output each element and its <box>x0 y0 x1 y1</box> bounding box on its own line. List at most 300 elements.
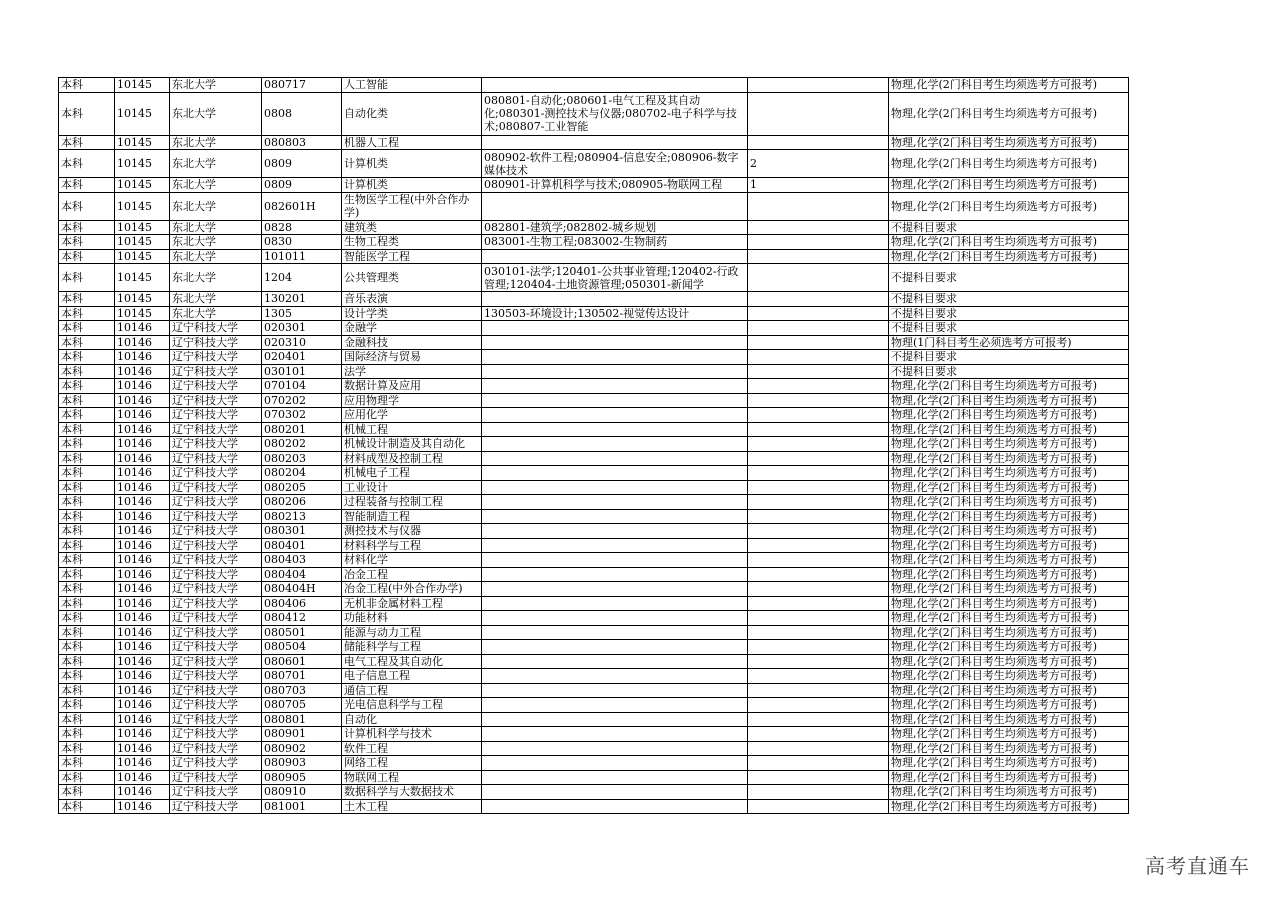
school-code-cell: 10146 <box>115 422 170 437</box>
school-name-cell: 东北大学 <box>170 150 262 178</box>
major-name-cell: 数据科学与大数据技术 <box>342 785 482 800</box>
note-cell <box>748 582 889 597</box>
school-code-cell: 10146 <box>115 524 170 539</box>
note-cell <box>748 567 889 582</box>
admission-requirements-table <box>58 77 1129 814</box>
included-majors-cell <box>482 379 748 394</box>
school-name-cell: 辽宁科技大学 <box>170 495 262 510</box>
table-row <box>59 192 1129 220</box>
included-majors-cell <box>482 466 748 481</box>
level-cell: 本科 <box>59 480 115 495</box>
table-row <box>59 596 1129 611</box>
major-name-cell: 计算机类 <box>342 178 482 193</box>
note-cell <box>748 553 889 568</box>
included-majors-cell <box>482 582 748 597</box>
included-majors-cell <box>482 480 748 495</box>
table-row <box>59 306 1129 321</box>
note-cell <box>748 264 889 292</box>
major-name-cell: 法学 <box>342 364 482 379</box>
major-code-cell: 080205 <box>262 480 342 495</box>
table-row <box>59 451 1129 466</box>
subject-requirement-cell: 物理,化学(2门科目考生均须选考方可报考) <box>889 756 1129 771</box>
included-majors-cell: 082801-建筑学;082802-城乡规划 <box>482 220 748 235</box>
included-majors-cell <box>482 335 748 350</box>
table-row <box>59 466 1129 481</box>
table-row <box>59 249 1129 264</box>
school-name-cell: 辽宁科技大学 <box>170 582 262 597</box>
school-name-cell: 辽宁科技大学 <box>170 538 262 553</box>
major-code-cell: 080701 <box>262 669 342 684</box>
major-name-cell: 能源与动力工程 <box>342 625 482 640</box>
major-name-cell: 机械电子工程 <box>342 466 482 481</box>
included-majors-cell: 080801-自动化;080601-电气工程及其自动化;080301-测控技术与仪器;080702-电子科学与技术;080807-工业智能 <box>482 92 748 135</box>
major-name-cell: 材料科学与工程 <box>342 538 482 553</box>
school-code-cell: 10146 <box>115 350 170 365</box>
subject-requirement-cell: 物理,化学(2门科目考生均须选考方可报考) <box>889 135 1129 150</box>
major-name-cell: 建筑类 <box>342 220 482 235</box>
subject-requirement-cell: 物理,化学(2门科目考生均须选考方可报考) <box>889 596 1129 611</box>
level-cell: 本科 <box>59 567 115 582</box>
major-name-cell: 音乐表演 <box>342 292 482 307</box>
major-name-cell: 自动化类 <box>342 92 482 135</box>
major-code-cell: 080401 <box>262 538 342 553</box>
major-name-cell: 应用物理学 <box>342 393 482 408</box>
included-majors-cell <box>482 437 748 452</box>
major-name-cell: 过程装备与控制工程 <box>342 495 482 510</box>
major-code-cell: 080902 <box>262 741 342 756</box>
subject-requirement-cell: 物理,化学(2门科目考生均须选考方可报考) <box>889 495 1129 510</box>
note-cell <box>748 698 889 713</box>
school-name-cell: 辽宁科技大学 <box>170 553 262 568</box>
level-cell: 本科 <box>59 235 115 250</box>
school-name-cell: 东北大学 <box>170 92 262 135</box>
major-code-cell: 080301 <box>262 524 342 539</box>
table-row <box>59 799 1129 814</box>
note-cell <box>748 379 889 394</box>
major-code-cell: 080404H <box>262 582 342 597</box>
school-name-cell: 东北大学 <box>170 264 262 292</box>
school-name-cell: 辽宁科技大学 <box>170 567 262 582</box>
school-name-cell: 辽宁科技大学 <box>170 712 262 727</box>
subject-requirement-cell: 物理,化学(2门科目考生均须选考方可报考) <box>889 249 1129 264</box>
note-cell <box>748 509 889 524</box>
school-code-cell: 10146 <box>115 770 170 785</box>
major-name-cell: 金融科技 <box>342 335 482 350</box>
included-majors-cell <box>482 654 748 669</box>
included-majors-cell <box>482 770 748 785</box>
school-code-cell: 10146 <box>115 611 170 626</box>
subject-requirement-cell: 物理,化学(2门科目考生均须选考方可报考) <box>889 78 1129 93</box>
school-code-cell: 10145 <box>115 235 170 250</box>
level-cell: 本科 <box>59 756 115 771</box>
included-majors-cell <box>482 799 748 814</box>
included-majors-cell <box>482 756 748 771</box>
level-cell: 本科 <box>59 785 115 800</box>
subject-requirement-cell: 物理,化学(2门科目考生均须选考方可报考) <box>889 509 1129 524</box>
level-cell: 本科 <box>59 393 115 408</box>
school-name-cell: 东北大学 <box>170 220 262 235</box>
table-body <box>59 78 1129 814</box>
major-code-cell: 0808 <box>262 92 342 135</box>
note-cell <box>748 393 889 408</box>
school-name-cell: 辽宁科技大学 <box>170 756 262 771</box>
major-name-cell: 自动化 <box>342 712 482 727</box>
subject-requirement-cell: 物理,化学(2门科目考生均须选考方可报考) <box>889 393 1129 408</box>
table-row <box>59 553 1129 568</box>
subject-requirement-cell: 物理,化学(2门科目考生均须选考方可报考) <box>889 567 1129 582</box>
subject-requirement-cell: 物理,化学(2门科目考生均须选考方可报考) <box>889 235 1129 250</box>
school-name-cell: 辽宁科技大学 <box>170 770 262 785</box>
included-majors-cell: 030101-法学;120401-公共事业管理;120402-行政管理;120404-土地资源管理;050301-新闻学 <box>482 264 748 292</box>
level-cell: 本科 <box>59 524 115 539</box>
table-row <box>59 364 1129 379</box>
school-name-cell: 东北大学 <box>170 178 262 193</box>
note-cell <box>748 741 889 756</box>
level-cell: 本科 <box>59 364 115 379</box>
major-name-cell: 冶金工程(中外合作办学) <box>342 582 482 597</box>
major-name-cell: 设计学类 <box>342 306 482 321</box>
subject-requirement-cell: 物理,化学(2门科目考生均须选考方可报考) <box>889 437 1129 452</box>
major-name-cell: 土木工程 <box>342 799 482 814</box>
major-code-cell: 0828 <box>262 220 342 235</box>
major-name-cell: 计算机类 <box>342 150 482 178</box>
note-cell <box>748 235 889 250</box>
table-row <box>59 582 1129 597</box>
subject-requirement-cell: 物理,化学(2门科目考生均须选考方可报考) <box>889 582 1129 597</box>
included-majors-cell <box>482 364 748 379</box>
note-cell <box>748 135 889 150</box>
included-majors-cell <box>482 393 748 408</box>
school-code-cell: 10146 <box>115 654 170 669</box>
major-code-cell: 080703 <box>262 683 342 698</box>
subject-requirement-cell: 不提科目要求 <box>889 364 1129 379</box>
major-name-cell: 光电信息科学与工程 <box>342 698 482 713</box>
included-majors-cell <box>482 785 748 800</box>
school-code-cell: 10146 <box>115 393 170 408</box>
level-cell: 本科 <box>59 249 115 264</box>
note-cell <box>748 770 889 785</box>
major-code-cell: 080903 <box>262 756 342 771</box>
table-row <box>59 524 1129 539</box>
school-code-cell: 10146 <box>115 408 170 423</box>
subject-requirement-cell: 物理,化学(2门科目考生均须选考方可报考) <box>889 698 1129 713</box>
level-cell: 本科 <box>59 264 115 292</box>
major-name-cell: 金融学 <box>342 321 482 336</box>
school-name-cell: 辽宁科技大学 <box>170 422 262 437</box>
table-row <box>59 495 1129 510</box>
note-cell <box>748 306 889 321</box>
school-name-cell: 辽宁科技大学 <box>170 785 262 800</box>
school-code-cell: 10146 <box>115 683 170 698</box>
major-code-cell: 080901 <box>262 727 342 742</box>
school-code-cell: 10145 <box>115 135 170 150</box>
major-code-cell: 020310 <box>262 335 342 350</box>
included-majors-cell: 080902-软件工程;080904-信息安全;080906-数字媒体技术 <box>482 150 748 178</box>
note-cell <box>748 727 889 742</box>
school-name-cell: 辽宁科技大学 <box>170 741 262 756</box>
note-cell <box>748 495 889 510</box>
note-cell <box>748 611 889 626</box>
school-code-cell: 10146 <box>115 698 170 713</box>
level-cell: 本科 <box>59 712 115 727</box>
note-cell <box>748 249 889 264</box>
school-code-cell: 10146 <box>115 640 170 655</box>
school-code-cell: 10146 <box>115 596 170 611</box>
school-code-cell: 10146 <box>115 321 170 336</box>
level-cell: 本科 <box>59 770 115 785</box>
school-name-cell: 东北大学 <box>170 249 262 264</box>
major-code-cell: 080501 <box>262 625 342 640</box>
included-majors-cell <box>482 698 748 713</box>
school-code-cell: 10146 <box>115 582 170 597</box>
major-code-cell: 1305 <box>262 306 342 321</box>
school-code-cell: 10146 <box>115 364 170 379</box>
school-code-cell: 10146 <box>115 727 170 742</box>
major-name-cell: 通信工程 <box>342 683 482 698</box>
table-row <box>59 393 1129 408</box>
school-code-cell: 10145 <box>115 78 170 93</box>
level-cell: 本科 <box>59 78 115 93</box>
table-row <box>59 292 1129 307</box>
major-code-cell: 080601 <box>262 654 342 669</box>
note-cell <box>748 321 889 336</box>
major-code-cell: 070104 <box>262 379 342 394</box>
major-code-cell: 020401 <box>262 350 342 365</box>
school-name-cell: 辽宁科技大学 <box>170 364 262 379</box>
level-cell: 本科 <box>59 451 115 466</box>
major-name-cell: 电气工程及其自动化 <box>342 654 482 669</box>
included-majors-cell <box>482 727 748 742</box>
table-row <box>59 437 1129 452</box>
subject-requirement-cell: 物理,化学(2门科目考生均须选考方可报考) <box>889 538 1129 553</box>
school-name-cell: 辽宁科技大学 <box>170 727 262 742</box>
subject-requirement-cell: 物理,化学(2门科目考生均须选考方可报考) <box>889 466 1129 481</box>
table-row <box>59 422 1129 437</box>
watermark-text: 高考直通车 <box>1145 854 1250 878</box>
note-cell <box>748 524 889 539</box>
major-name-cell: 工业设计 <box>342 480 482 495</box>
table-row <box>59 640 1129 655</box>
level-cell: 本科 <box>59 408 115 423</box>
included-majors-cell <box>482 78 748 93</box>
subject-requirement-cell: 物理,化学(2门科目考生均须选考方可报考) <box>889 451 1129 466</box>
note-cell <box>748 466 889 481</box>
level-cell: 本科 <box>59 495 115 510</box>
subject-requirement-cell: 物理,化学(2门科目考生均须选考方可报考) <box>889 379 1129 394</box>
table-row <box>59 92 1129 135</box>
major-code-cell: 080406 <box>262 596 342 611</box>
note-cell <box>748 364 889 379</box>
major-code-cell: 081001 <box>262 799 342 814</box>
table-row <box>59 698 1129 713</box>
major-name-cell: 生物工程类 <box>342 235 482 250</box>
major-code-cell: 082601H <box>262 192 342 220</box>
major-code-cell: 130201 <box>262 292 342 307</box>
major-name-cell: 公共管理类 <box>342 264 482 292</box>
table-row <box>59 654 1129 669</box>
major-code-cell: 080404 <box>262 567 342 582</box>
level-cell: 本科 <box>59 727 115 742</box>
note-cell <box>748 756 889 771</box>
table-row <box>59 379 1129 394</box>
table-row <box>59 712 1129 727</box>
level-cell: 本科 <box>59 799 115 814</box>
level-cell: 本科 <box>59 538 115 553</box>
subject-requirement-cell: 物理,化学(2门科目考生均须选考方可报考) <box>889 92 1129 135</box>
table-row <box>59 741 1129 756</box>
school-name-cell: 东北大学 <box>170 292 262 307</box>
level-cell: 本科 <box>59 292 115 307</box>
level-cell: 本科 <box>59 379 115 394</box>
included-majors-cell <box>482 408 748 423</box>
note-cell <box>748 669 889 684</box>
school-code-cell: 10146 <box>115 756 170 771</box>
table-row <box>59 335 1129 350</box>
note-cell <box>748 350 889 365</box>
major-name-cell: 生物医学工程(中外合作办学) <box>342 192 482 220</box>
level-cell: 本科 <box>59 596 115 611</box>
school-name-cell: 辽宁科技大学 <box>170 611 262 626</box>
note-cell <box>748 292 889 307</box>
level-cell: 本科 <box>59 135 115 150</box>
level-cell: 本科 <box>59 422 115 437</box>
subject-requirement-cell: 不提科目要求 <box>889 292 1129 307</box>
note-cell <box>748 335 889 350</box>
major-name-cell: 网络工程 <box>342 756 482 771</box>
major-code-cell: 080202 <box>262 437 342 452</box>
included-majors-cell: 130503-环境设计;130502-视觉传达设计 <box>482 306 748 321</box>
table-row <box>59 683 1129 698</box>
school-code-cell: 10146 <box>115 625 170 640</box>
major-name-cell: 物联网工程 <box>342 770 482 785</box>
school-code-cell: 10145 <box>115 192 170 220</box>
included-majors-cell <box>482 538 748 553</box>
school-name-cell: 东北大学 <box>170 235 262 250</box>
subject-requirement-cell: 物理,化学(2门科目考生均须选考方可报考) <box>889 683 1129 698</box>
subject-requirement-cell: 物理,化学(2门科目考生均须选考方可报考) <box>889 553 1129 568</box>
note-cell <box>748 640 889 655</box>
table-row <box>59 611 1129 626</box>
level-cell: 本科 <box>59 178 115 193</box>
level-cell: 本科 <box>59 553 115 568</box>
school-name-cell: 辽宁科技大学 <box>170 379 262 394</box>
school-name-cell: 辽宁科技大学 <box>170 451 262 466</box>
school-code-cell: 10145 <box>115 292 170 307</box>
major-name-cell: 机械工程 <box>342 422 482 437</box>
note-cell <box>748 437 889 452</box>
note-cell <box>748 625 889 640</box>
school-code-cell: 10146 <box>115 538 170 553</box>
table-row <box>59 770 1129 785</box>
school-code-cell: 10145 <box>115 306 170 321</box>
table-row <box>59 264 1129 292</box>
school-name-cell: 辽宁科技大学 <box>170 683 262 698</box>
school-name-cell: 东北大学 <box>170 135 262 150</box>
major-code-cell: 080504 <box>262 640 342 655</box>
included-majors-cell: 083001-生物工程;083002-生物制药 <box>482 235 748 250</box>
note-cell <box>748 683 889 698</box>
subject-requirement-cell: 物理,化学(2门科目考生均须选考方可报考) <box>889 150 1129 178</box>
included-majors-cell <box>482 625 748 640</box>
school-code-cell: 10145 <box>115 92 170 135</box>
level-cell: 本科 <box>59 683 115 698</box>
school-code-cell: 10146 <box>115 785 170 800</box>
table-row <box>59 785 1129 800</box>
note-cell <box>748 451 889 466</box>
included-majors-cell <box>482 135 748 150</box>
table-row <box>59 150 1129 178</box>
subject-requirement-cell: 不提科目要求 <box>889 264 1129 292</box>
school-name-cell: 东北大学 <box>170 192 262 220</box>
major-code-cell: 080412 <box>262 611 342 626</box>
subject-requirement-cell: 物理,化学(2门科目考生均须选考方可报考) <box>889 799 1129 814</box>
school-name-cell: 辽宁科技大学 <box>170 596 262 611</box>
school-code-cell: 10145 <box>115 178 170 193</box>
major-code-cell: 080803 <box>262 135 342 150</box>
table-row <box>59 78 1129 93</box>
level-cell: 本科 <box>59 698 115 713</box>
note-cell <box>748 596 889 611</box>
level-cell: 本科 <box>59 654 115 669</box>
note-cell <box>748 78 889 93</box>
major-code-cell: 030101 <box>262 364 342 379</box>
level-cell: 本科 <box>59 611 115 626</box>
included-majors-cell <box>482 249 748 264</box>
school-name-cell: 辽宁科技大学 <box>170 524 262 539</box>
school-name-cell: 辽宁科技大学 <box>170 466 262 481</box>
included-majors-cell <box>482 596 748 611</box>
level-cell: 本科 <box>59 350 115 365</box>
included-majors-cell <box>482 451 748 466</box>
school-code-cell: 10145 <box>115 220 170 235</box>
school-code-cell: 10146 <box>115 451 170 466</box>
major-code-cell: 080910 <box>262 785 342 800</box>
note-cell <box>748 785 889 800</box>
included-majors-cell <box>482 640 748 655</box>
school-name-cell: 辽宁科技大学 <box>170 335 262 350</box>
school-code-cell: 10146 <box>115 437 170 452</box>
major-name-cell: 储能科学与工程 <box>342 640 482 655</box>
major-name-cell: 电子信息工程 <box>342 669 482 684</box>
level-cell: 本科 <box>59 220 115 235</box>
school-code-cell: 10146 <box>115 553 170 568</box>
level-cell: 本科 <box>59 92 115 135</box>
included-majors-cell <box>482 509 748 524</box>
included-majors-cell <box>482 741 748 756</box>
school-name-cell: 辽宁科技大学 <box>170 350 262 365</box>
school-code-cell: 10146 <box>115 335 170 350</box>
school-code-cell: 10145 <box>115 264 170 292</box>
included-majors-cell <box>482 567 748 582</box>
level-cell: 本科 <box>59 509 115 524</box>
school-name-cell: 辽宁科技大学 <box>170 509 262 524</box>
note-cell <box>748 220 889 235</box>
school-code-cell: 10146 <box>115 799 170 814</box>
included-majors-cell <box>482 553 748 568</box>
subject-requirement-cell: 物理,化学(2门科目考生均须选考方可报考) <box>889 625 1129 640</box>
major-code-cell: 1204 <box>262 264 342 292</box>
subject-requirement-cell: 不提科目要求 <box>889 220 1129 235</box>
note-cell: 2 <box>748 150 889 178</box>
major-code-cell: 0830 <box>262 235 342 250</box>
table-row <box>59 178 1129 193</box>
major-code-cell: 080204 <box>262 466 342 481</box>
level-cell: 本科 <box>59 192 115 220</box>
school-name-cell: 辽宁科技大学 <box>170 640 262 655</box>
level-cell: 本科 <box>59 306 115 321</box>
major-code-cell: 080905 <box>262 770 342 785</box>
school-code-cell: 10146 <box>115 466 170 481</box>
